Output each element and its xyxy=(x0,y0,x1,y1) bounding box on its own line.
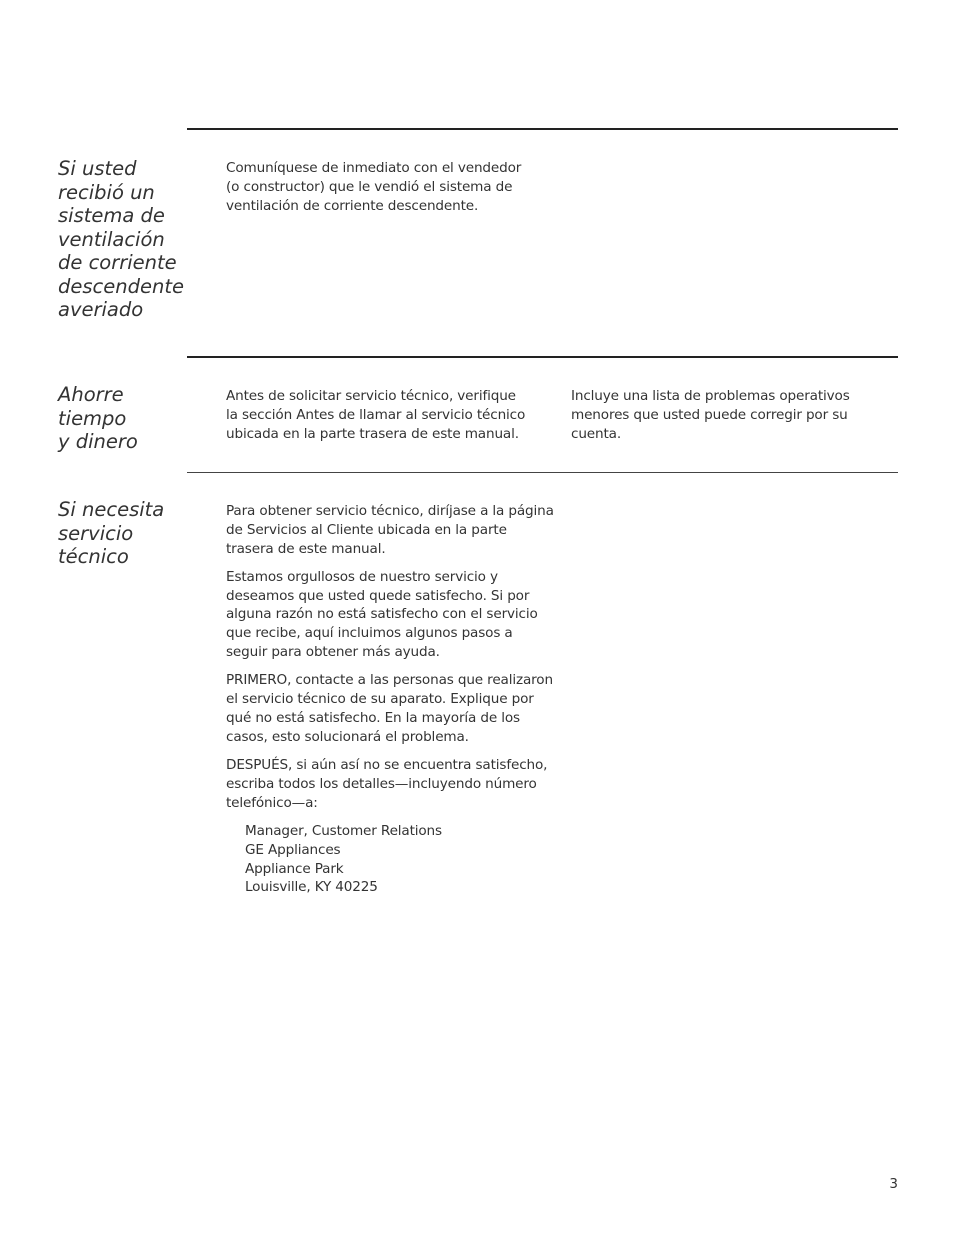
section-heading-need-service: Si necesita servicio técnico xyxy=(58,498,165,568)
section-body-save-time-right xyxy=(571,387,891,453)
section-heading-save-time: Ahorre tiempo y dinero xyxy=(58,383,138,453)
page-number: 3 xyxy=(889,1176,898,1192)
section-divider-top xyxy=(187,128,898,130)
paragraph: Comuníquese de inmediato con el vendedor (o constructor) que le vendió el sistema de ventilación de corriente descendente. xyxy=(226,160,522,214)
section-body-need-service xyxy=(226,502,561,897)
section-divider xyxy=(187,472,898,473)
paragraph: Para obtener servicio técnico, diríjase a la página de Servicios al Cliente ubicada en la parte trasera de este manual. xyxy=(226,503,554,557)
mailing-address: Manager, Customer Relations GE Appliances Appliance Park Louisville, KY 40225 xyxy=(245,822,442,896)
paragraph: DESPUÉS, si aún así no se encuentra satisfecho, escriba todos los detalles—incluyendo número telefónico—a: xyxy=(226,757,548,811)
paragraph: Incluye una lista de problemas operativos menores que usted puede corregir por su cuenta. xyxy=(571,388,850,442)
paragraph: Antes de solicitar servicio técnico, verifique la sección Antes de llamar al servicio técnico ubicada en la parte trasera de este manual. xyxy=(226,388,526,442)
section-body-save-time xyxy=(226,387,561,453)
section-heading-damaged-system: Si usted recibió un sistema de ventilación de corriente descendente averiado xyxy=(58,157,184,321)
section-divider xyxy=(187,356,898,358)
paragraph: PRIMERO, contacte a las personas que realizaron el servicio técnico de su aparato. Explique por qué no está satisfecho. En la mayoría de los casos, esto solucionará el problema. xyxy=(226,672,553,745)
paragraph: Estamos orgullosos de nuestro servicio y deseamos que usted quede satisfecho. Si por alguna razón no está satisfecho con el servicio que recibe, aquí incluimos algunos pasos a seguir para obtener más ayuda. xyxy=(226,568,538,661)
section-body-damaged-system xyxy=(226,159,556,225)
